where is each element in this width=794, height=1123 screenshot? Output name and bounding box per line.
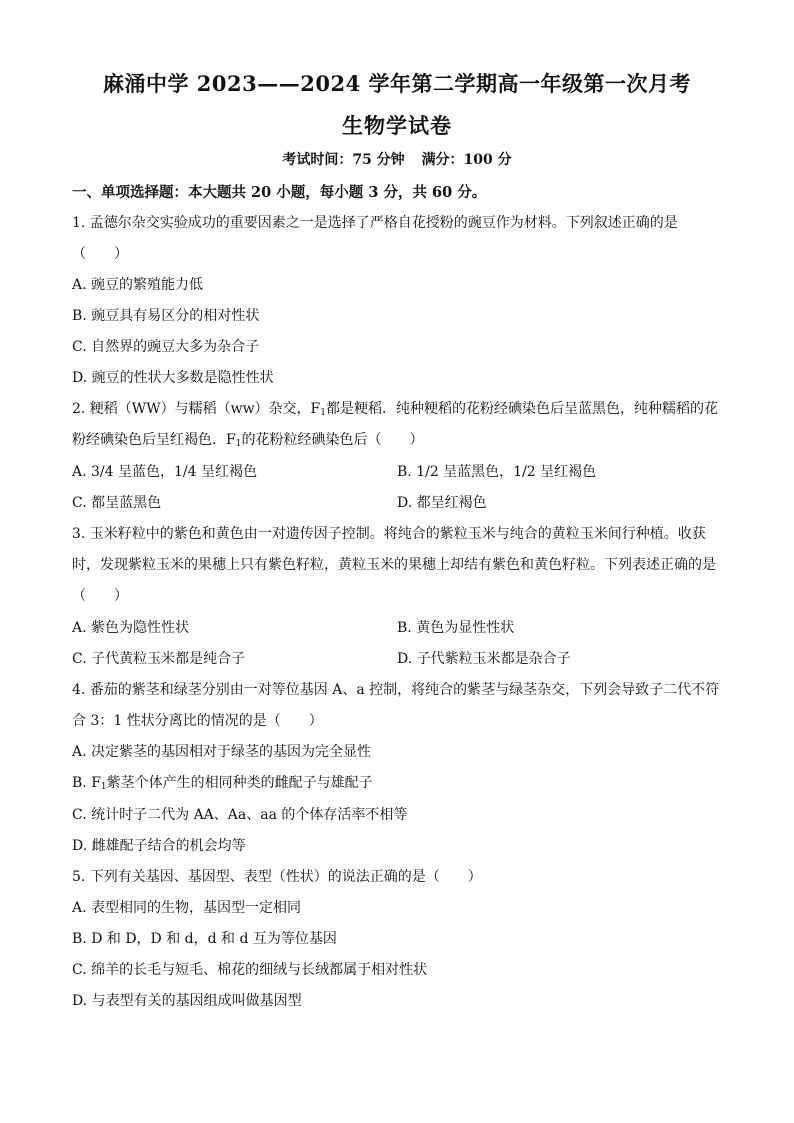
q5-option-b: B. D 和 D，D 和 d，d 和 d 互为等位基因 — [72, 931, 337, 947]
q4-option-d: D. 雌雄配子结合的机会均等 — [72, 838, 246, 854]
q1-option-b: B. 豌豆具有易区分的相对性状 — [72, 308, 260, 324]
full-score: 满分：100 分 — [421, 152, 512, 168]
exam-title: 麻涌中学 2023——2024 学年第二学期高一年级第一次月考 — [102, 71, 691, 96]
q5-option-c: C. 绵羊的长毛与短毛、棉花的细绒与长绒都属于相对性状 — [72, 962, 428, 978]
q3-stem-line1: 3. 玉米籽粒中的紫色和黄色由一对遗传因子控制。将纯合的紫粒玉米与纯合的黄粒玉米间行种植。收获 — [72, 526, 706, 542]
q2-stem-line2 — [72, 430, 423, 454]
q4-option-a: A. 决定紫茎的基因相对于绿茎的基因为完全显性 — [72, 744, 372, 760]
q5-option-d: D. 与表型有关的基因组成叫做基因型 — [72, 993, 302, 1009]
q5-stem-line1: 5. 下列有关基因、基因型、表型（性状）的说法正确的是（ ） — [72, 869, 482, 885]
q2-option-b: B. 1/2 呈蓝黑色，1/2 呈红褐色 — [397, 464, 597, 480]
q1-stem-line1: 1. 孟德尔杂交实验成功的重要因素之一是选择了严格自花授粉的豌豆作为材料。下列叙述正确的是 — [72, 215, 678, 231]
q1-stem-line2: （ ） — [72, 246, 128, 262]
exam-meta — [0, 149, 794, 169]
q3-option-d: D. 子代紫粒玉米都是杂合子 — [397, 651, 571, 667]
q2-stem-line2-post: 的花粉粒经碘染色后（ ） — [241, 432, 424, 448]
exam-subject-title: 生物学试卷 — [342, 113, 452, 138]
q3-option-a: A. 紫色为隐性性状 — [72, 620, 190, 636]
exam-time: 考试时间：75 分钟 — [282, 152, 405, 168]
q2-stem-line1-pre: 2. 粳稻（WW）与糯稻（ww）杂交，F — [72, 401, 321, 417]
q5-option-a: A. 表型相同的生物，基因型一定相同 — [72, 900, 302, 916]
q1-option-d: D. 豌豆的性状大多数是隐性性状 — [72, 370, 274, 386]
q2-stem-line2-pre: 粉经碘染色后呈红褐色．F — [72, 432, 236, 448]
q3-stem-line2: 时，发现紫粒玉米的果穗上只有紫色籽粒，黄粒玉米的果穗上却结有紫色和黄色籽粒。下列表述正确的是 — [72, 557, 716, 573]
q1-option-c: C. 自然界的豌豆大多为杂合子 — [72, 339, 260, 355]
q4-stem-line2: 合 3：1 性状分离比的情况的是（ ） — [72, 713, 323, 729]
q3-stem-line3: （ ） — [72, 588, 128, 604]
q4-option-c: C. 统计时子二代为 AA、Aa、aa 的个体存活率不相等 — [72, 807, 408, 823]
q2-stem-line1-post: 都是粳稻．纯种粳稻的花粉经碘染色后呈蓝黑色，纯种糯稻的花 — [326, 401, 719, 417]
q2-stem-line1-sub: 1 — [320, 408, 327, 418]
q2-option-d: D. 都呈红褐色 — [397, 495, 487, 511]
q4-option-b — [72, 773, 373, 797]
q2-stem-line1 — [72, 399, 718, 423]
q2-stem-line2-sub: 1 — [235, 439, 242, 449]
q4-option-b-pre: B. F — [72, 775, 101, 791]
q3-option-b: B. 黄色为显性性状 — [397, 620, 515, 636]
q2-option-a: A. 3/4 呈蓝色，1/4 呈红褐色 — [72, 464, 257, 480]
q3-option-c: C. 子代黄粒玉米都是纯合子 — [72, 651, 246, 667]
q2-option-c: C. 都呈蓝黑色 — [72, 495, 162, 511]
q4-option-b-post: 紫茎个体产生的相同种类的雌配子与雄配子 — [106, 775, 373, 791]
q1-option-a: A. 豌豆的繁殖能力低 — [72, 277, 204, 293]
q4-option-b-sub: 1 — [100, 782, 107, 792]
section-heading: 一、单项选择题：本大题共 20 小题，每小题 3 分，共 60 分。 — [72, 184, 487, 201]
q4-stem-line1: 4. 番茄的紫茎和绿茎分别由一对等位基因 A、a 控制，将纯合的紫茎与绿茎杂交，下列会导致子二代不符 — [72, 682, 720, 698]
